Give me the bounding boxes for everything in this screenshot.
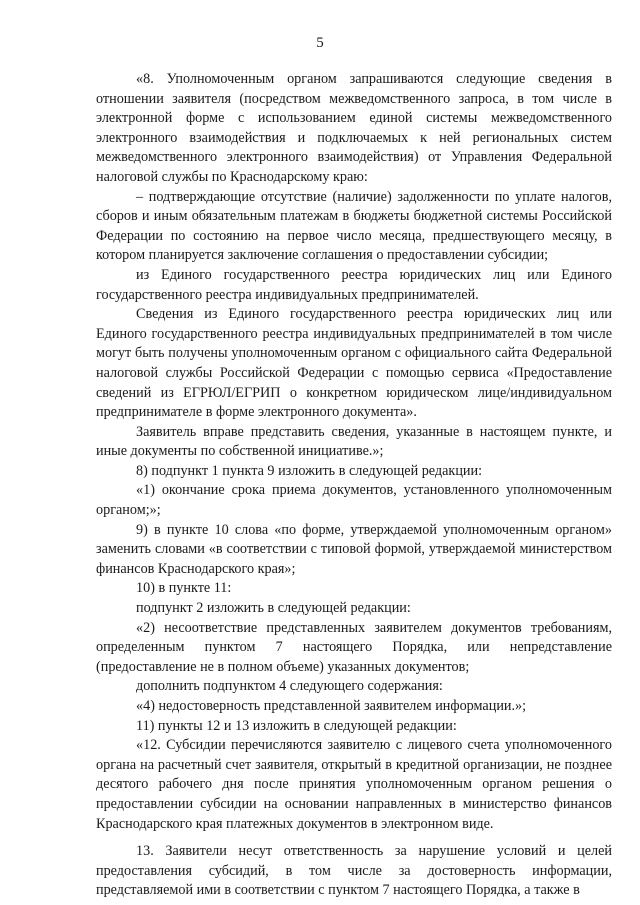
paragraph-14: 11) пункты 12 и 13 изложить в следующей редакции: [136, 717, 457, 734]
paragraph-6: 8) подпункт 1 пункта 9 изложить в следующей редакции: [136, 462, 483, 479]
paragraph-7: «1) окончание срока приема документов, установленного уполномоченным органом;»; [96, 482, 612, 519]
paragraph-16: 13. Заявители несут ответственность за нарушение условий и целей предоставления субсидий, в том числе за достоверность информации, представляемой ими в соответствии с пунктом 7 настоящего Порядка, а также в [96, 843, 612, 899]
paragraph-11: «2) несоответствие представленных заявителем документов требованиям, определенным пунктом 7 настоящего Порядка, или непредставление (предоставление не в полном объеме) указанных документов; [96, 619, 612, 675]
paragraph-8: 9) в пункте 10 слова «по форме, утверждаемой уполномоченным органом» заменить словами «в соответствии с типовой формой, утверждаемой министерством финансов Краснодарского края»; [96, 521, 612, 577]
paragraph-1: «8. Уполномоченным органом запрашиваются следующие сведения в отношении заявителя (посредством межведомственного запроса, в том числе в электронной форме с использованием единой системы межведомственного электронного взаимодействия и подключаемых к ней региональных систем межведомственного электронного взаимодействия) от Управления Федеральной налоговой службы по Краснодарскому краю: [96, 71, 612, 185]
paragraph-3: из Единого государственного реестра юридических лиц или Единого государственного реестра индивидуальных предпринимателей. [96, 266, 612, 303]
paragraph-12: дополнить подпунктом 4 следующего содержания: [136, 678, 443, 695]
document-body [96, 70, 612, 901]
paragraph-10: подпункт 2 изложить в следующей редакции: [136, 600, 411, 617]
paragraph-4: Сведения из Единого государственного реестра юридических лиц или Единого государственного реестра индивидуальных предпринимателей в том числе могут быть получены уполномоченным органом с официального сайта Федеральной налоговой службы Российской Федерации с помощью сервиса «Предоставление сведений из ЕГРЮЛ/ЕГРИП о конкретном юридическом лице/индивидуальном предпринимателе в форме электронного документа». [96, 306, 612, 421]
paragraph-2: – подтверждающие отсутствие (наличие) задолженности по уплате налогов, сборов и иным обязательным платежам в бюджеты бюджетной системы Российской Федерации по состоянию на первое число месяца, предшествующего месяцу, в котором планируется заключение соглашения о предоставлении субсидии; [96, 188, 612, 264]
paragraph-9: 10) в пункте 11: [136, 580, 232, 597]
paragraph-13: «4) недостоверность представленной заявителем информации.»; [136, 698, 527, 714]
paragraph-15: «12. Субсидии перечисляются заявителю с лицевого счета уполномоченного органа на расчетный счет заявителя, открытый в кредитной организации, не позднее десятого рабочего дня после принятия уполномоченным органом решения о предоставлении субсидии на основании направленных в министерство финансов Краснодарского края платежных документов в электронном виде. [96, 737, 612, 832]
page-number: 5 [316, 35, 324, 51]
paragraph-5: Заявитель вправе представить сведения, указанные в настоящем пункте, и иные документы по собственной инициативе.»; [96, 423, 612, 460]
